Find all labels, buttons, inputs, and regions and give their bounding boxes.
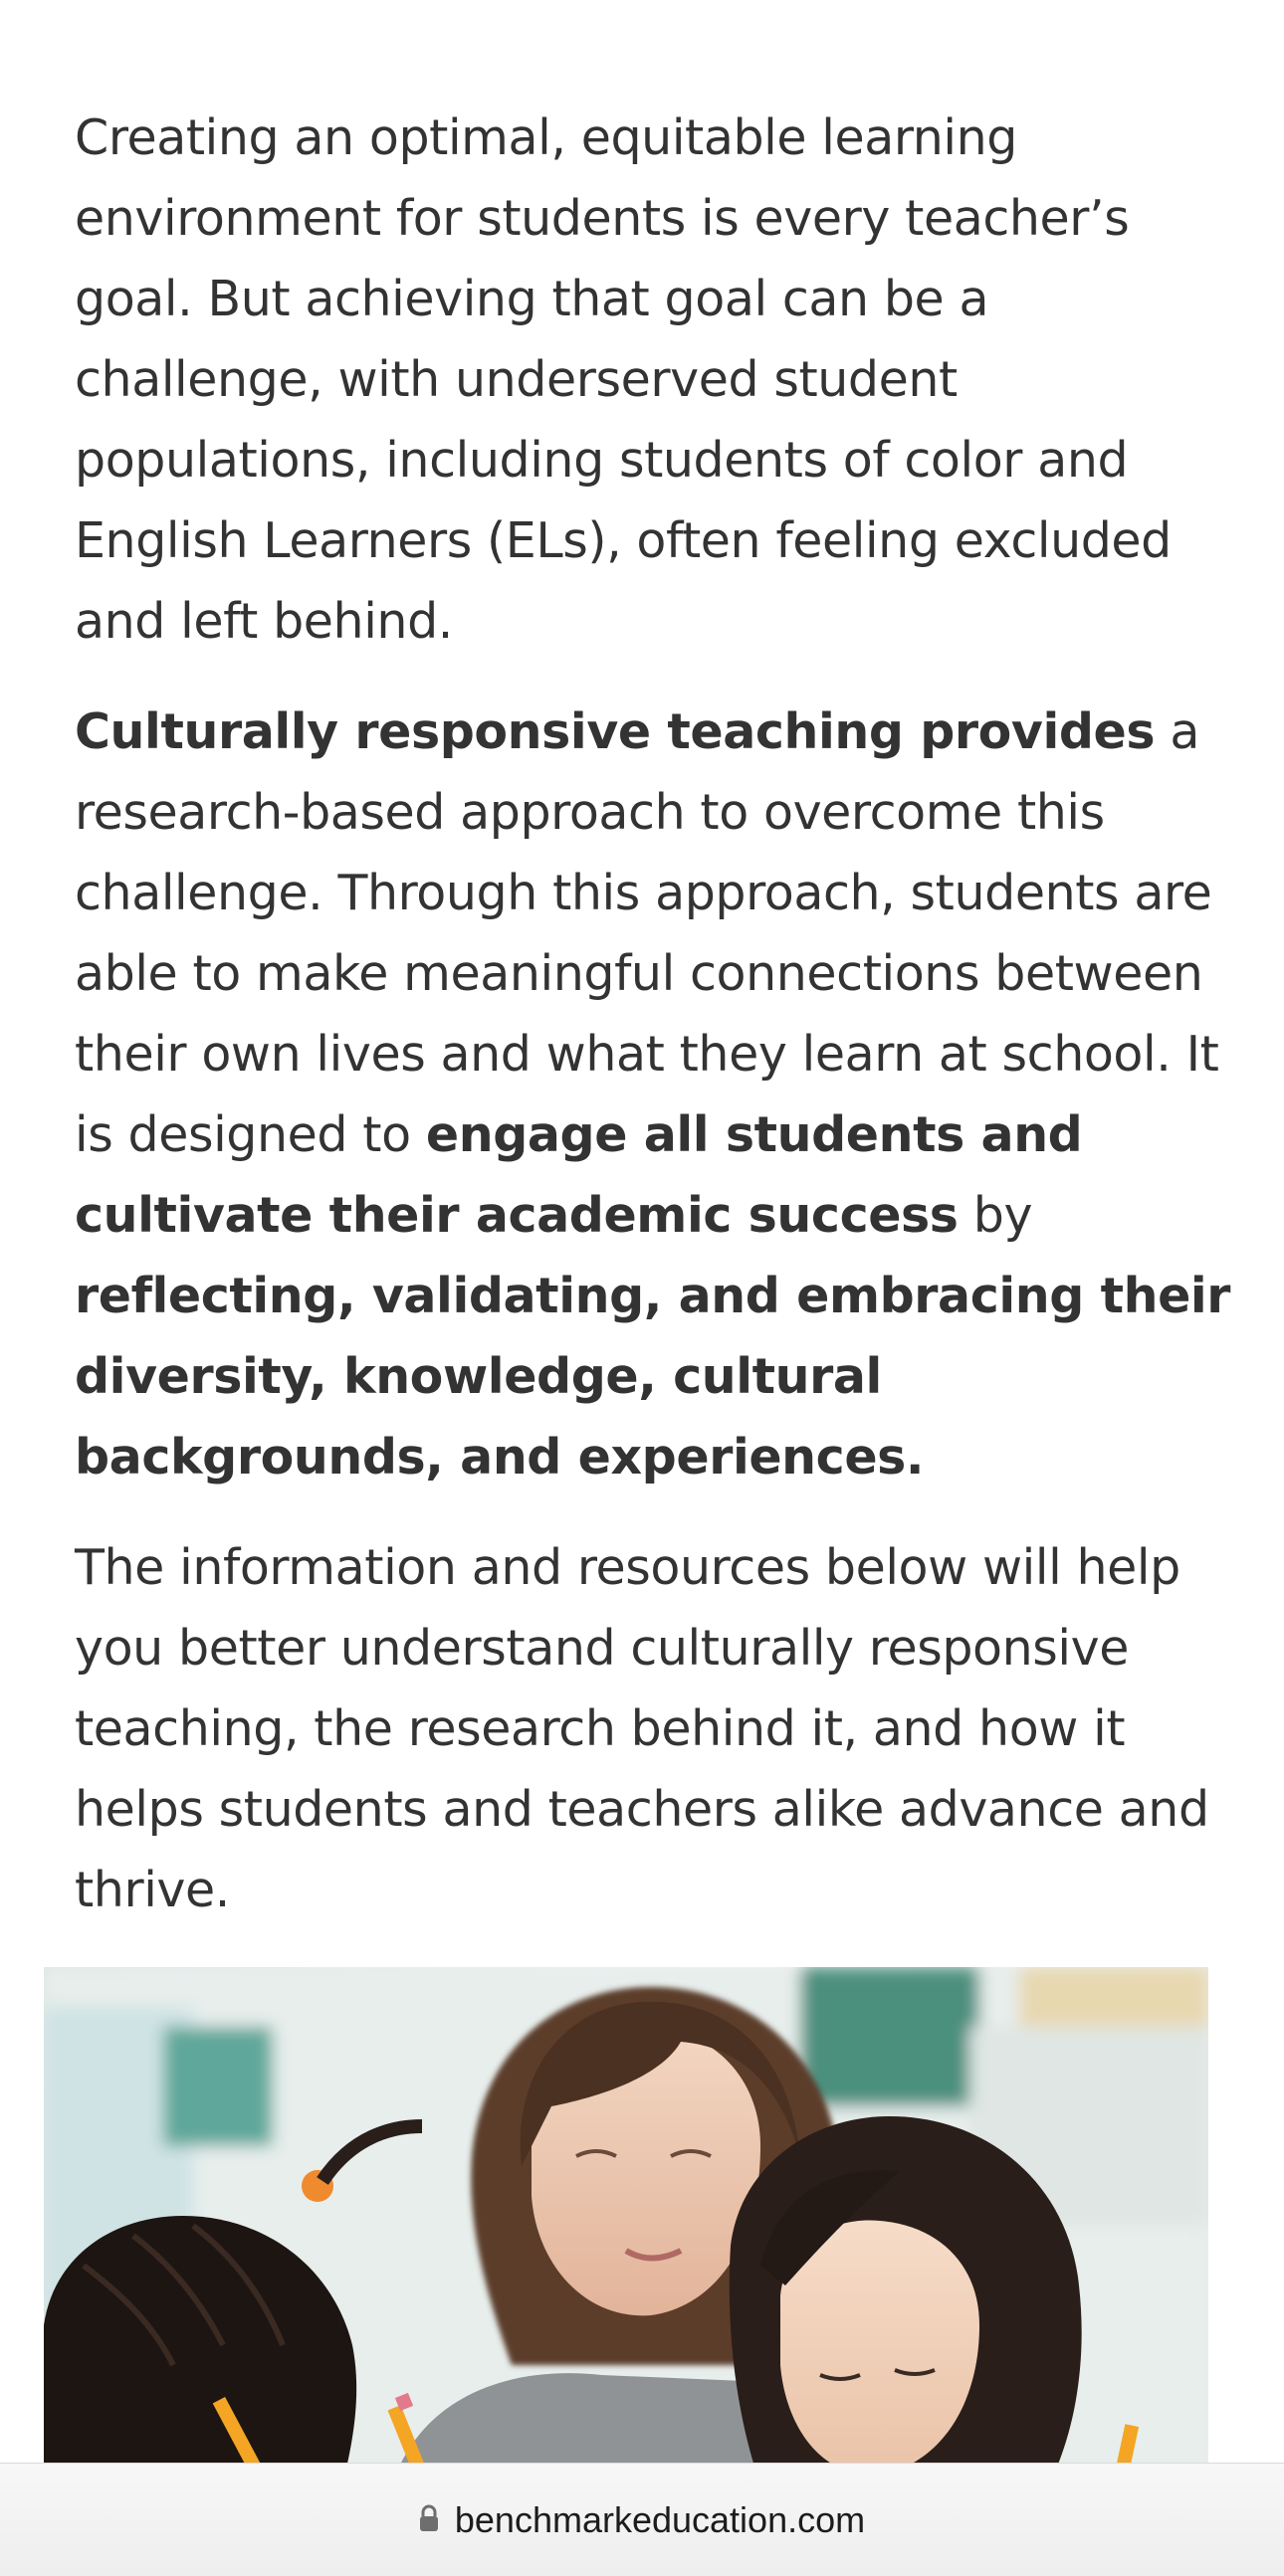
- crt-bold-heading: Culturally responsive teaching provides: [75, 703, 1156, 760]
- crt-text-1: a research-based approach to overcome this challenge. Through this approach, students are able to make meaningful connections between their own lives and what they learn at school. It is designed to: [75, 703, 1219, 1163]
- crt-bold-engage: engage all students and cultivate their academic success: [75, 1106, 1083, 1244]
- lock-icon: [419, 2504, 439, 2536]
- url-display[interactable]: [419, 2499, 865, 2541]
- resources-paragraph: The information and resources below will help you better understand culturally responsive teaching, the research behind it, and how it helps students and teachers alike advance and thrive.: [75, 1539, 1209, 1918]
- browser-address-bar[interactable]: [0, 2463, 1284, 2576]
- crt-bold-reflecting: reflecting, validating, and embracing their diversity, knowledge, cultural backgrounds, and experiences.: [75, 1268, 1231, 1486]
- intro-paragraph: Creating an optimal, equitable learning environment for students is every teacher’s goal. But achieving that goal can be a challenge, with underserved student populations, including students of color and English Learners (ELs), often feeling excluded and left behind.: [75, 109, 1172, 650]
- url-text[interactable]: benchmarkeducation.com: [454, 2498, 866, 2540]
- article-content: [75, 98, 1249, 1960]
- classroom-photo: [44, 1967, 1208, 2484]
- hero-image-teacher-students: [44, 1967, 1208, 2484]
- crt-paragraph: [75, 692, 1249, 1497]
- crt-text-by: by: [958, 1187, 1033, 1244]
